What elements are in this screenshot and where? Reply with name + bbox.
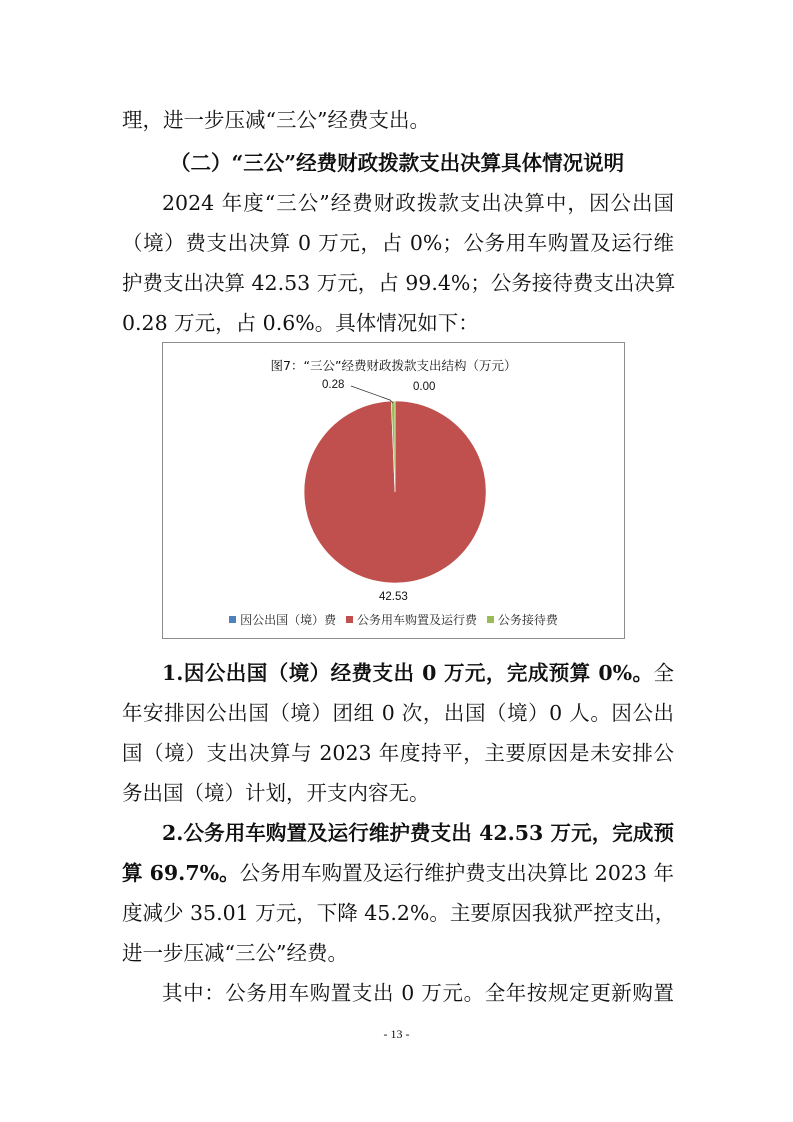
bold-lead: 算 69.7%。	[122, 861, 240, 885]
body-line: 护费支出决算 42.53 万元，占 99.4%；公务接待费支出决算	[122, 271, 676, 295]
chart-legend	[163, 611, 624, 628]
data-label-vehicle: 42.53	[379, 591, 408, 603]
body-line: 度减少 35.01 万元，下降 45.2%。主要原因我狱严控支出，	[122, 901, 676, 925]
body-line: 国（境）支出决算与 2023 年度持平，主要原因是未安排公	[122, 741, 674, 765]
legend-label: 因公出国（境）费	[240, 613, 337, 627]
body-line: 其中：公务用车购置支出 0 万元。全年按规定更新购置	[162, 981, 674, 1005]
legend-label: 公务接待费	[497, 613, 558, 627]
pie-chart	[162, 342, 625, 639]
body-line: 2024 年度“三公”经费财政拨款支出决算中，因公出国	[162, 191, 674, 215]
leader-line	[351, 386, 393, 403]
body-line-bold: 2.公务用车购置及运行维护费支出 42.53 万元，完成预	[162, 821, 674, 845]
legend-swatch	[487, 616, 494, 623]
body-line	[162, 663, 674, 684]
body-line: （境）费支出决算 0 万元，占 0%；公务用车购置及运行维	[122, 231, 674, 255]
data-label-abroad: 0.00	[413, 381, 436, 393]
legend-swatch	[229, 616, 236, 623]
body-text: 全	[653, 661, 674, 685]
body-line: 进一步压减“三公”经费。	[122, 941, 348, 965]
legend-label: 公务用车购置及运行费	[356, 613, 477, 627]
legend-item-reception	[487, 611, 558, 628]
body-line: 理，进一步压减“三公”经费支出。	[122, 108, 430, 132]
body-line: 0.28 万元，占 0.6%。具体情况如下：	[122, 311, 479, 335]
body-line	[122, 863, 674, 884]
chart-title: 图7：“三公”经费财政拨款支出结构（万元）	[270, 358, 517, 373]
body-line: 年安排因公出国（境）团组 0 次，出国（境）0 人。因公出	[122, 701, 674, 725]
legend-item-vehicle	[346, 611, 477, 628]
data-label-reception: 0.28	[322, 379, 345, 391]
page-number: - 13 -	[383, 1027, 410, 1041]
body-text: 公务用车购置及运行维护费支出决算比 2023 年	[239, 861, 675, 885]
bold-lead: 1.因公出国（境）经费支出 0 万元，完成预算 0%。	[162, 661, 654, 685]
section-heading: （二）“三公”经费财政拨款支出决算具体情况说明	[170, 151, 625, 175]
body-line: 务出国（境）计划，开支内容无。	[122, 781, 430, 805]
legend-swatch	[346, 616, 353, 623]
legend-item-abroad	[229, 611, 336, 628]
